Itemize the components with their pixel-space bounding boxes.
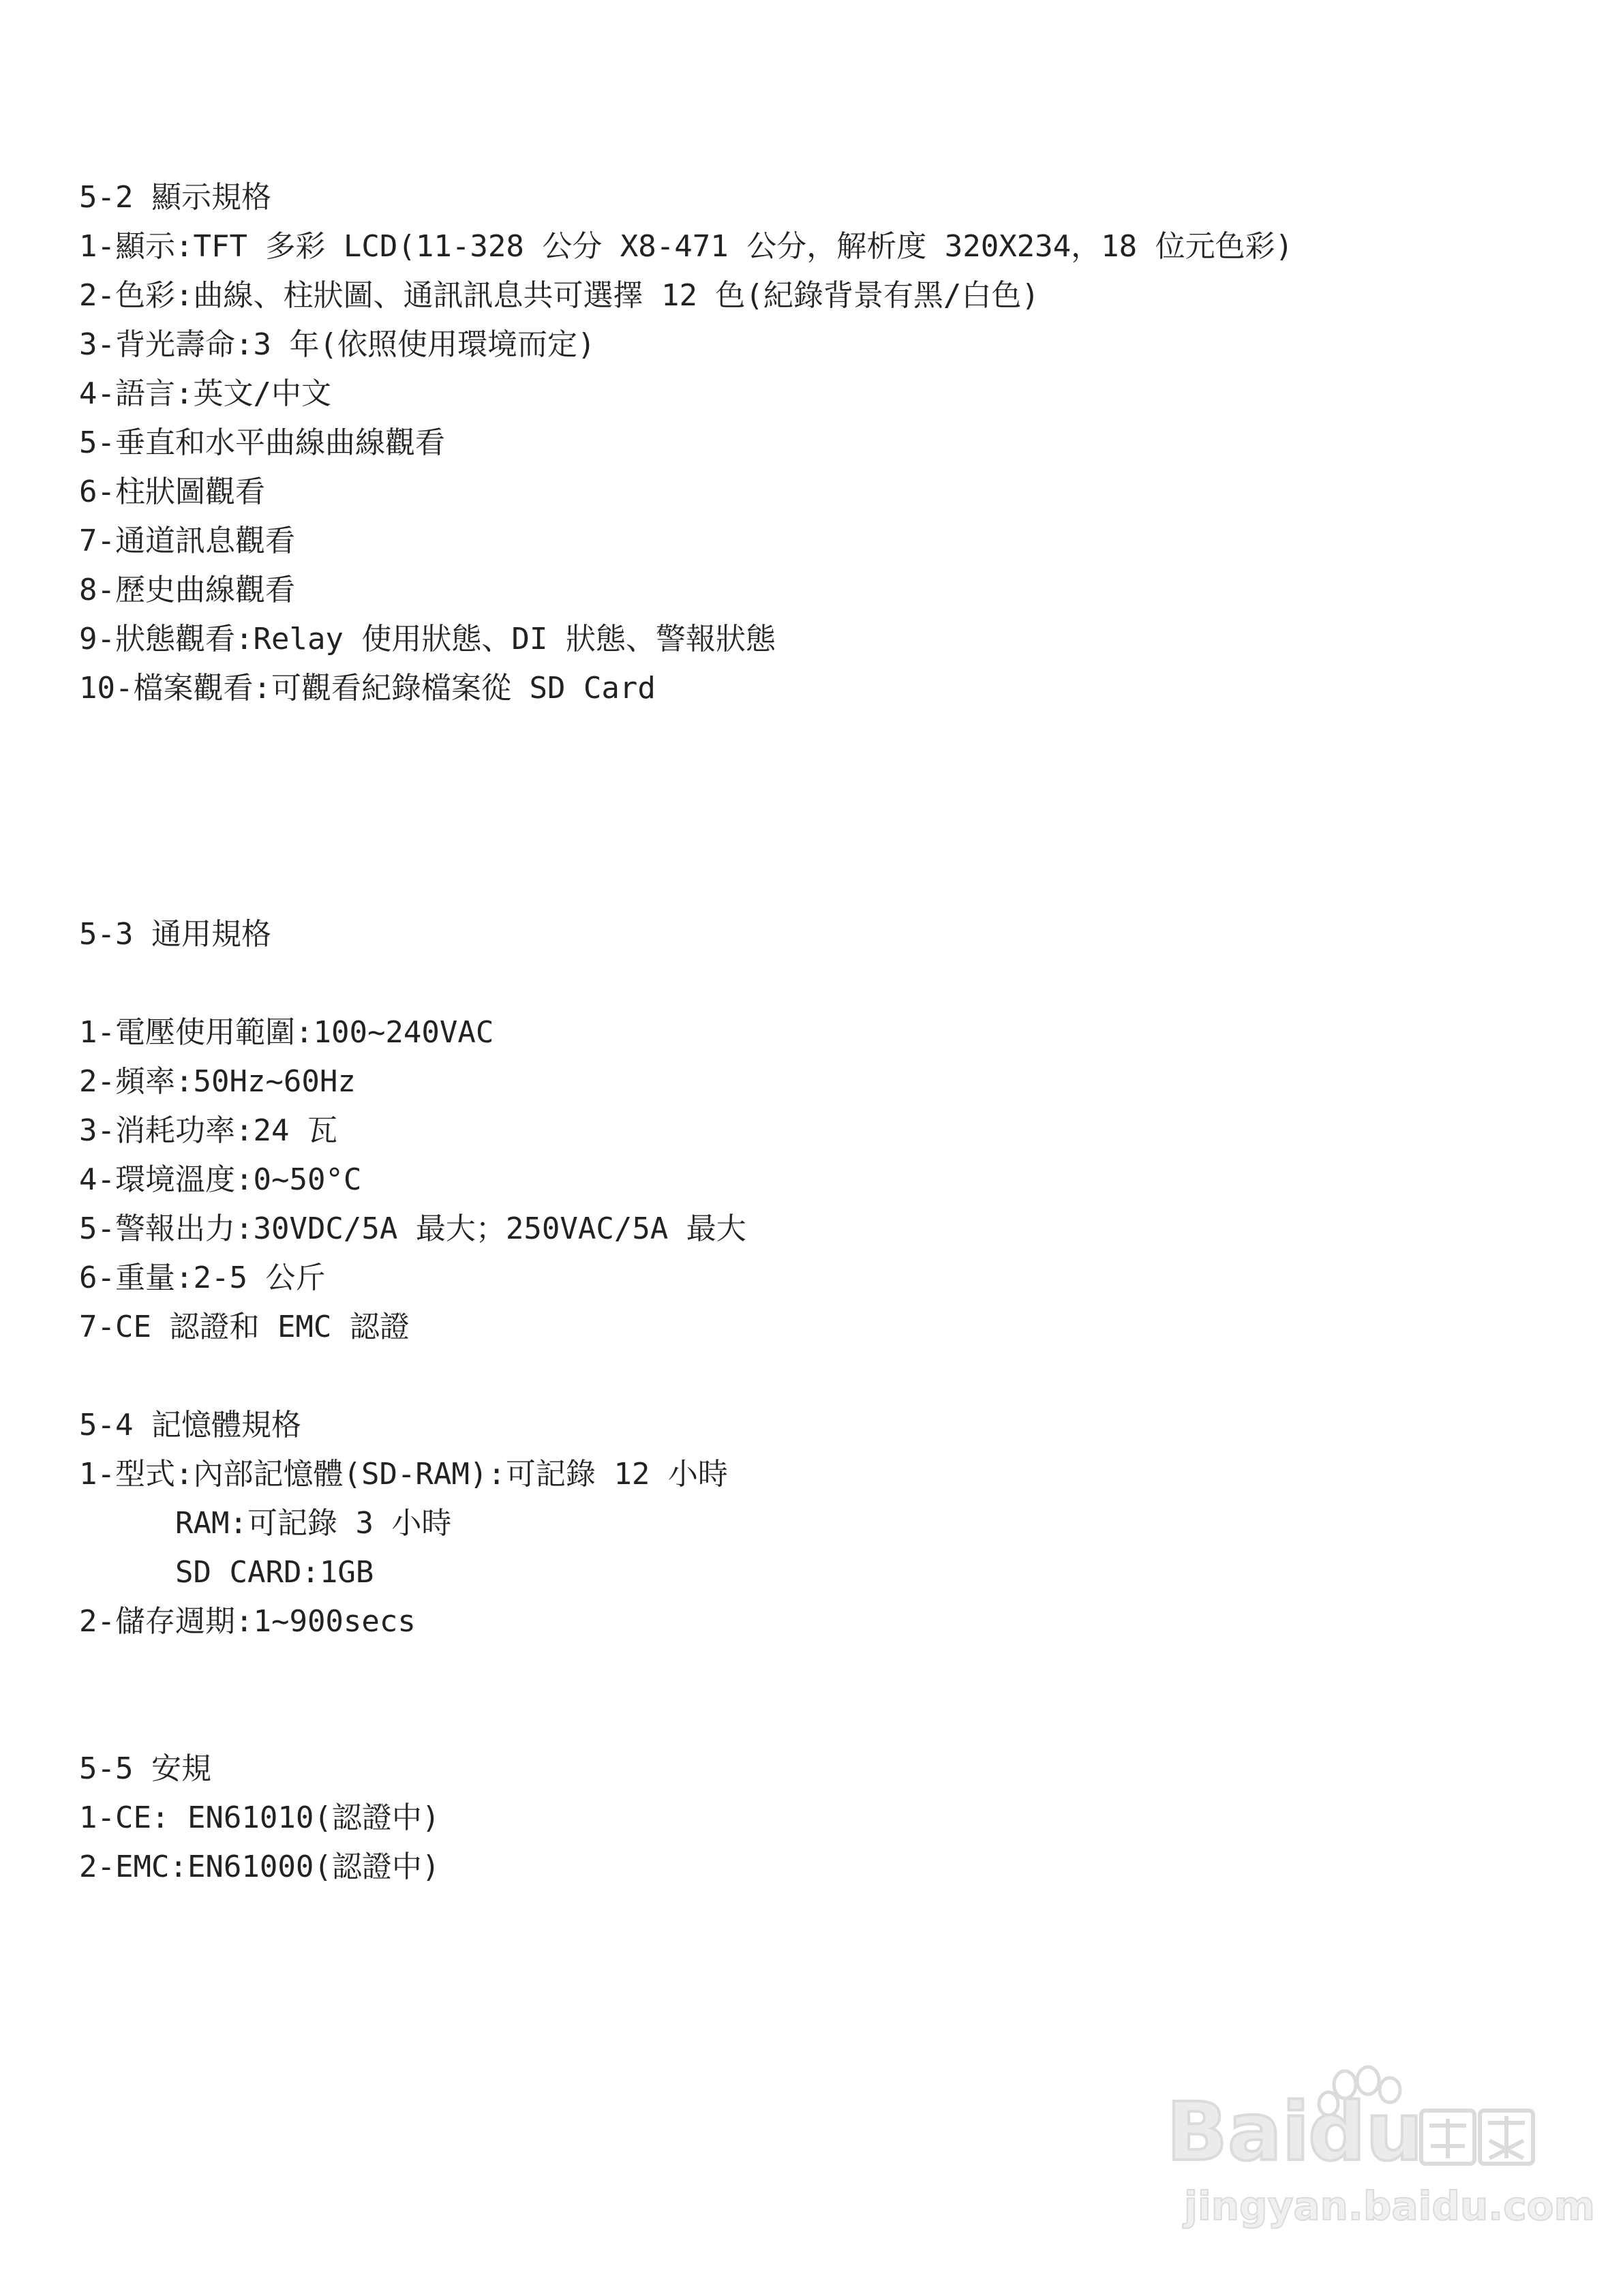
display-spec-item: 10-檔案觀看:可觀看紀錄檔案從 SD Card (79, 671, 656, 706)
memory-spec-item: 1-型式:內部記憶體(SD-RAM):可記錄 12 小時 (79, 1457, 728, 1492)
memory-spec-item: 2-儲存週期:1~900secs (79, 1604, 416, 1639)
display-spec-item: 3-背光壽命:3 年(依照使用環境而定) (79, 327, 596, 362)
safety-spec-item: 2-EMC:EN61000(認證中) (79, 1849, 440, 1884)
display-spec-item: 4-語言:英文/中文 (79, 376, 331, 411)
svg-text:Bai: Bai (1166, 2085, 1310, 2179)
general-spec-item: 6-重量:2-5 公斤 (79, 1260, 326, 1295)
display-spec-item: 5-垂直和水平曲線曲線觀看 (79, 425, 445, 460)
section-title-display-specs: 5-2 顯示規格 (79, 180, 271, 215)
general-spec-item: 3-消耗功率:24 瓦 (79, 1113, 337, 1148)
general-spec-item: 2-頻率:50Hz~60Hz (79, 1064, 356, 1099)
safety-spec-item: 1-CE: EN61010(認證中) (79, 1800, 440, 1835)
svg-text:du: du (1308, 2085, 1423, 2179)
baidu-paw-logo-icon (1159, 2071, 1595, 2235)
baidu-jingyan-watermark (1159, 2071, 1595, 2235)
general-spec-item: 7-CE 認證和 EMC 認證 (79, 1310, 410, 1344)
display-spec-item: 7-通道訊息觀看 (79, 524, 295, 558)
general-spec-item: 4-環境溫度:0~50°C (79, 1162, 362, 1197)
section-title-memory-specs: 5-4 記憶體規格 (79, 1408, 301, 1442)
memory-spec-subitem: SD CARD:1GB (175, 1555, 374, 1590)
section-title-safety-specs: 5-5 安規 (79, 1751, 211, 1786)
svg-text:jingyan.baidu.com: jingyan.baidu.com (1184, 2183, 1595, 2229)
general-spec-item: 5-警報出力:30VDC/5A 最大；250VAC/5A 最大 (79, 1211, 746, 1246)
memory-spec-subitem: RAM:可記錄 3 小時 (175, 1506, 452, 1541)
display-spec-item: 6-柱狀圖觀看 (79, 474, 265, 509)
display-spec-item: 9-狀態觀看:Relay 使用狀態、DI 狀態、警報狀態 (79, 622, 776, 656)
display-spec-item: 2-色彩:曲線、柱狀圖、通訊訊息共可選擇 12 色(紀錄背景有黑/白色) (79, 278, 1040, 313)
display-spec-item: 8-歷史曲線觀看 (79, 573, 295, 607)
section-title-general-specs: 5-3 通用規格 (79, 917, 271, 952)
display-spec-item: 1-顯示:TFT 多彩 LCD(11-328 公分 X8-471 公分，解析度 320X234，18 位元色彩) (79, 229, 1294, 264)
general-spec-item: 1-電壓使用範圍:100~240VAC (79, 1015, 494, 1050)
